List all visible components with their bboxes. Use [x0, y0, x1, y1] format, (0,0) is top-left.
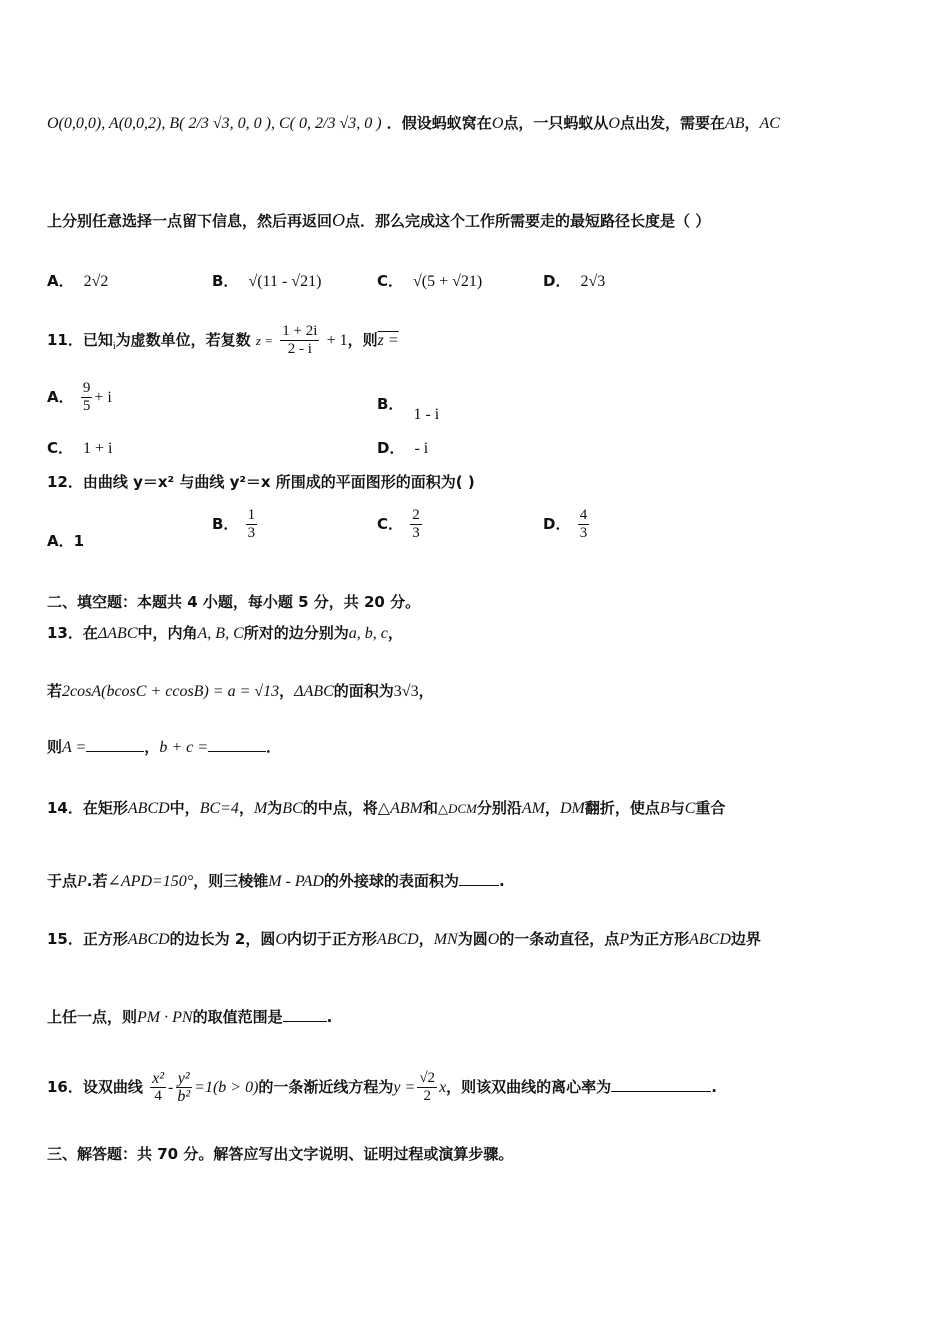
fraction-numerator: 1 — [247, 507, 256, 523]
q10-text1: ．假设蚂蚁窝在 — [386, 114, 492, 132]
answer-blank[interactable] — [208, 737, 266, 752]
q14-l2b: .若 — [86, 872, 108, 890]
q11-t1: 已知 — [82, 331, 113, 349]
fraction-numerator: √2 — [419, 1070, 436, 1086]
q13-tri: ΔABC — [97, 625, 138, 642]
option-fraction — [578, 507, 590, 542]
q13-l3c: ． — [266, 738, 282, 756]
q10-line2 — [47, 210, 710, 231]
option-label: C． — [377, 272, 404, 290]
q11-option-b — [377, 393, 440, 423]
q10-comma: ， — [744, 114, 760, 132]
q15-o: O — [275, 931, 287, 948]
fraction-denominator: 2 - i — [287, 341, 312, 357]
q16-yeq: y = — [393, 1079, 416, 1096]
option-label: C． — [47, 439, 74, 457]
fraction-denominator: b² — [177, 1088, 191, 1105]
q13-l3a: 则 — [47, 738, 63, 756]
option-fraction — [410, 507, 422, 542]
fraction-denominator: 3 — [579, 525, 588, 541]
q10-line2-b: 点．那么完成这个工作所需要走的最短路径长度是（ ） — [345, 212, 711, 230]
q15-abcd: ABCD — [127, 931, 170, 948]
q13-bc-eq: b + c = — [159, 739, 209, 756]
q15-t7: 为正方形 — [629, 930, 690, 948]
question-number: 16． — [47, 1078, 83, 1096]
q16-line — [47, 1070, 717, 1105]
q15-t1: 正方形 — [82, 930, 128, 948]
q16-frac-y — [175, 1070, 192, 1105]
q10-option-b — [212, 270, 321, 291]
q16-t4: . — [711, 1078, 717, 1096]
q12-option-c — [377, 507, 424, 542]
option-value: 2√2 — [83, 273, 109, 290]
q15-p: P — [619, 931, 630, 948]
q11-stem — [47, 323, 399, 358]
section-heading-solutions: 三、解答题：共 70 分。解答应写出文字说明、证明过程或演算步骤。 — [47, 1145, 514, 1163]
question-number: 12． — [47, 473, 83, 491]
q16-t1: 设双曲线 — [82, 1078, 143, 1096]
q15-t4: ， — [418, 930, 434, 948]
option-value: 2√3 — [580, 273, 606, 290]
q15-line1 — [47, 928, 761, 949]
q13-equation: 2cosA(bcosC + ccosB) = a = √13 — [62, 683, 280, 700]
option-value: √(11 - √21) — [248, 273, 322, 290]
option-label: C． — [377, 515, 404, 533]
q14-mpad: M - PAD — [268, 873, 324, 890]
q14-apd: ∠APD=150° — [107, 873, 194, 890]
question-number: 15． — [47, 930, 83, 948]
q10-option-c — [377, 270, 482, 291]
q14-t10: 与 — [669, 799, 685, 817]
fraction-denominator: 3 — [247, 525, 256, 541]
option-label: D． — [543, 515, 571, 533]
fraction-numerator: 1 + 2i — [282, 323, 318, 339]
q12-text: 由曲线 y＝x² 与曲线 y²＝x 所围成的平面图形的面积为( ) — [82, 473, 475, 491]
q14-t5: 的中点，将 — [302, 799, 378, 817]
option-label: A． — [47, 272, 74, 290]
q14-t2: 中， — [169, 799, 200, 817]
q13-line2 — [47, 680, 434, 701]
fraction-numerator: y² — [177, 1070, 190, 1087]
q14-t7: 分别沿 — [476, 799, 522, 817]
q12-option-d — [543, 507, 591, 542]
answer-blank[interactable] — [283, 1007, 327, 1022]
q14-l2e: . — [498, 872, 505, 890]
q10-ac: AC — [759, 115, 780, 132]
q10-line2-a: 上分别任意选择一点留下信息，然后再返回 — [47, 212, 333, 230]
q14-abcd: ABCD — [127, 800, 170, 817]
option-label: D． — [377, 439, 405, 457]
q15-o2: O — [487, 931, 500, 948]
q11-plus1: + 1 — [326, 332, 348, 349]
option-label: A． — [47, 388, 74, 406]
q14-abm: △ABM — [377, 800, 423, 817]
q13-l2c: 的面积为 — [333, 682, 394, 700]
q15-l2a: 上任一点，则 — [47, 1008, 138, 1026]
q14-l2d: 的外接球的表面积为 — [323, 872, 459, 890]
q15-pmpn: PM · PN — [137, 1009, 193, 1026]
option-label: B． — [212, 515, 239, 533]
q14-p: P — [77, 873, 87, 890]
fraction-denominator: 5 — [82, 398, 91, 414]
q11-z: z = — [255, 333, 274, 348]
q15-t6: 的一条动直径，点 — [499, 930, 620, 948]
q11-fraction — [280, 323, 319, 358]
q14-bc2: BC — [282, 800, 303, 817]
q14-m: M — [253, 800, 268, 817]
q15-t3: 内切于正方形 — [286, 930, 377, 948]
fraction-numerator: x² — [152, 1070, 165, 1087]
q14-t11: 重合 — [695, 799, 726, 817]
q10-option-a — [47, 270, 108, 291]
fraction-numerator: 9 — [82, 380, 91, 396]
q14-t4: 为 — [267, 799, 283, 817]
q13-sides: a, b, c — [348, 625, 388, 642]
q14-t9: 翻折，使点 — [584, 799, 660, 817]
q11-zbar: z = — [377, 332, 399, 349]
q13-l2d: ， — [418, 682, 434, 700]
q16-frac-x — [150, 1070, 166, 1105]
question-number: 11． — [47, 331, 83, 349]
option-value: 1 — [73, 532, 85, 550]
question-number: 14． — [47, 799, 83, 817]
q12-option-b — [212, 507, 259, 542]
answer-blank[interactable] — [86, 737, 144, 752]
option-value: 1 - i — [413, 406, 440, 423]
q10-o3: O — [332, 210, 346, 230]
q10-line1 — [47, 112, 780, 133]
option-value: 1 + i — [83, 440, 113, 457]
q11-t2: 为虚数单位，若复数 — [115, 331, 251, 349]
q13-abc: A, B, C — [197, 625, 244, 642]
q14-l2c: ，则三棱锥 — [193, 872, 269, 890]
q13-a-eq: A = — [62, 739, 87, 756]
fraction-denominator: 2 — [423, 1088, 431, 1104]
q11-option-d — [377, 437, 428, 458]
q11-t3: ，则 — [347, 331, 378, 349]
q10-ab: AB — [724, 115, 745, 132]
option-label: D． — [543, 272, 571, 290]
q14-t1: 在矩形 — [82, 799, 128, 817]
q16-frac-sqrt2 — [417, 1070, 437, 1105]
q12-option-a — [47, 530, 84, 551]
q10-option-d — [543, 270, 605, 291]
q14-am: AM — [521, 800, 545, 817]
q12-stem — [47, 471, 475, 492]
q15-abcd3: ABCD — [689, 931, 731, 948]
fraction-denominator: 3 — [412, 525, 420, 541]
q10-text2: 点，一只蚂蚁从 — [503, 114, 609, 132]
answer-blank[interactable] — [611, 1077, 711, 1092]
q13-t1: 在 — [82, 624, 98, 642]
option-label: B． — [212, 272, 239, 290]
q13-area: 3√3 — [393, 683, 419, 700]
q10-o1: O — [491, 115, 504, 132]
option-fraction — [81, 380, 93, 415]
q16-rest: =1(b > 0) — [194, 1079, 259, 1096]
q15-mn: MN — [433, 931, 458, 948]
q15-l2b: 的取值范围是 — [192, 1008, 283, 1026]
q10-text3: 点出发，需要在 — [619, 114, 725, 132]
section-heading-fill-in: 二、填空题：本题共 4 小题，每小题 5 分，共 20 分。 — [47, 593, 421, 611]
option-label: B． — [377, 395, 404, 413]
q15-line2 — [47, 1006, 332, 1027]
q14-line1 — [47, 797, 725, 818]
q14-dcm: △DCM — [437, 801, 477, 816]
q13-t4: ， — [387, 624, 403, 642]
q13-l2b: ， — [279, 682, 295, 700]
q15-abcd2: ABCD — [376, 931, 419, 948]
answer-blank[interactable] — [459, 871, 499, 886]
q13-l3b: ， — [144, 738, 160, 756]
q13-line3 — [47, 736, 281, 757]
q11-i: i — [112, 341, 116, 352]
q14-line2 — [47, 870, 505, 891]
q10-o2: O — [608, 115, 620, 132]
q15-t8: 边界 — [730, 930, 761, 948]
q16-x: x — [439, 1079, 447, 1096]
q14-b: B — [659, 800, 670, 817]
q14-t8: ， — [544, 799, 560, 817]
fraction-numerator: 4 — [579, 507, 588, 523]
q14-bc: BC=4 — [199, 800, 239, 817]
q16-minus: - — [168, 1079, 174, 1096]
q14-l2a: 于点 — [47, 872, 78, 890]
q10-coords: O(0,0,0), A(0,0,2), B( 2/3 √3, 0, 0 ), C( 0, 2/3 √3, 0 ) — [47, 115, 382, 132]
q16-t2: 的一条渐近线方程为 — [258, 1078, 394, 1096]
q14-t6: 和 — [422, 799, 438, 817]
q15-t2: 的边长为 2，圆 — [169, 930, 276, 948]
option-fraction — [246, 507, 258, 542]
q15-l2c: . — [326, 1008, 333, 1026]
q11-option-c — [47, 437, 112, 458]
q13-l2a: 若 — [47, 682, 63, 700]
option-value: - i — [414, 440, 429, 457]
q13-t2: 中，内角 — [137, 624, 198, 642]
fraction-numerator: 2 — [412, 507, 420, 523]
option-value: √(5 + √21) — [413, 273, 483, 290]
q14-dm: DM — [560, 800, 585, 817]
q14-t3: ， — [238, 799, 254, 817]
q13-tri2: ΔABC — [294, 683, 334, 700]
q15-t5: 为圆 — [457, 930, 488, 948]
option-label: A． — [47, 532, 74, 550]
q16-t3: ，则该双曲线的离心率为 — [446, 1078, 612, 1096]
question-number: 13． — [47, 624, 83, 642]
option-tail: + i — [94, 389, 112, 406]
q11-option-a — [47, 380, 112, 415]
q13-t3: 所对的边分别为 — [243, 624, 349, 642]
q13-line1 — [47, 622, 403, 643]
fraction-denominator: 4 — [154, 1088, 162, 1104]
q14-c: C — [684, 800, 696, 817]
